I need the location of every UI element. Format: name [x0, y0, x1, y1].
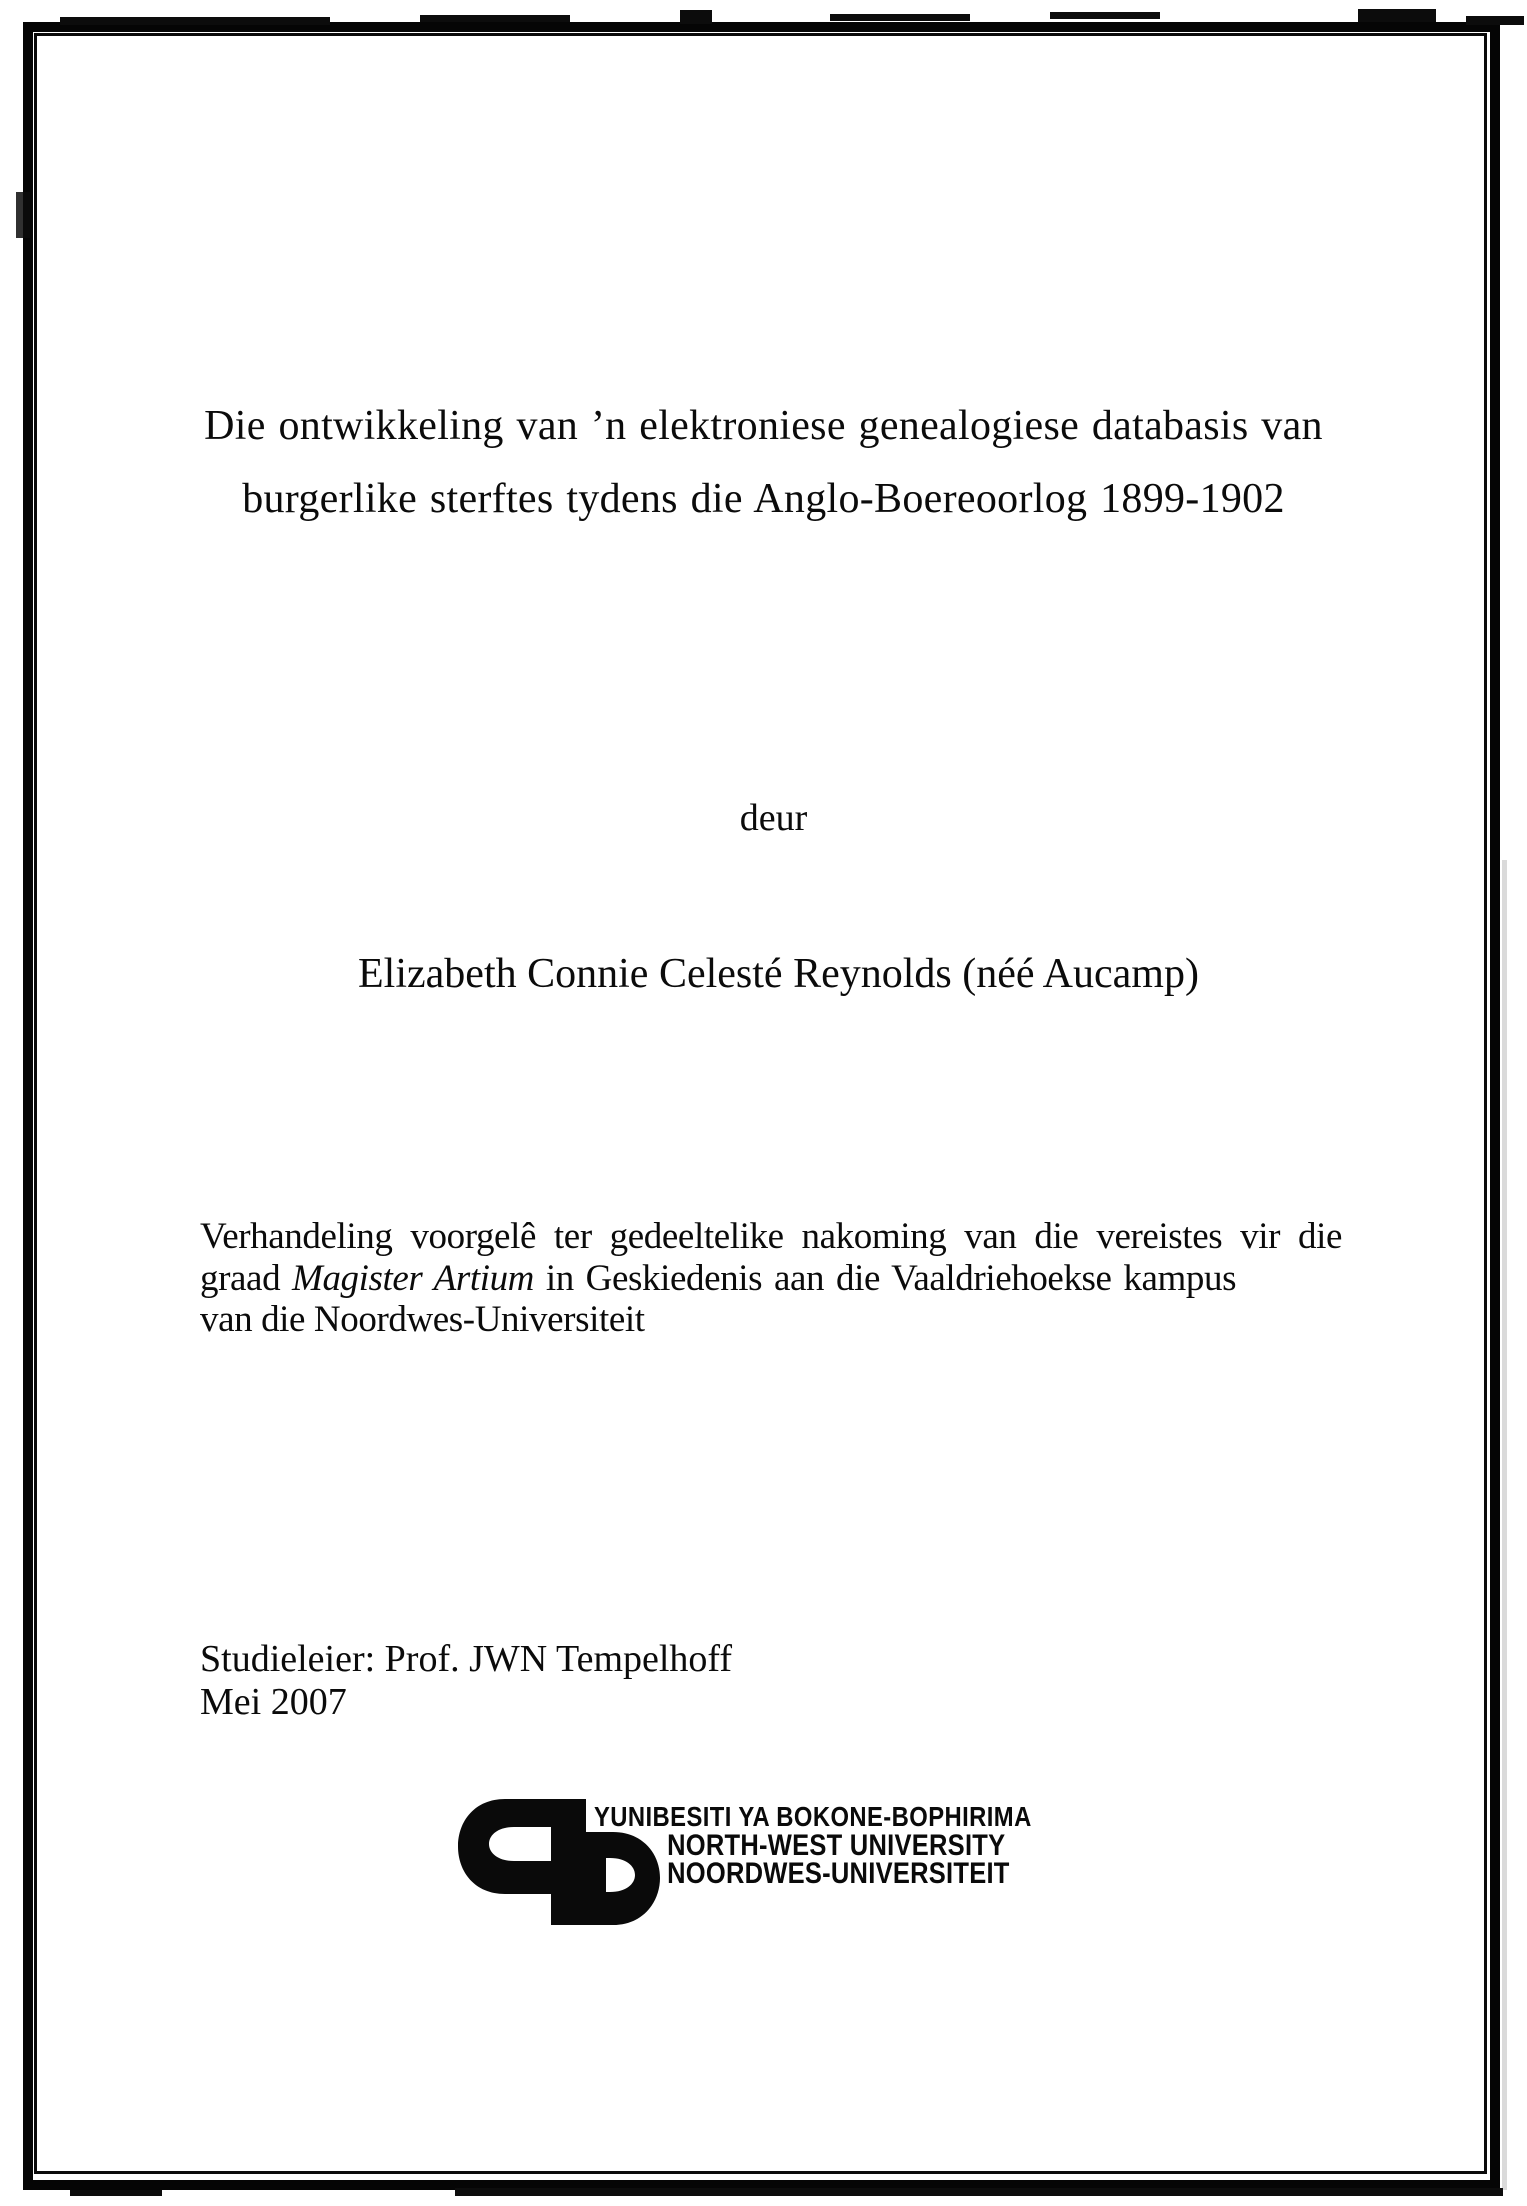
- scan-artifact: [16, 192, 30, 238]
- logo-line-english: NORTH-WEST UNIVERSITY: [667, 1829, 1006, 1862]
- supervisor-block: [200, 1638, 732, 1724]
- scan-artifact: [680, 10, 712, 24]
- degree-name-italic: Magister Artium: [292, 1257, 534, 1299]
- scan-artifact: [830, 14, 970, 21]
- degree-statement: [200, 1216, 1342, 1341]
- logo-line-afrikaans: NOORDWES-UNIVERSITEIT: [667, 1857, 1010, 1890]
- degree-statement-line-2-suffix: in Geskiedenis aan die Vaaldriehoekse kampus: [534, 1257, 1237, 1299]
- thesis-title-line-1: Die ontwikkeling van ’n elektroniese genealogiese databasis van: [204, 403, 1323, 449]
- scan-artifact: [455, 2188, 1503, 2196]
- supervisor-line: Studieleier: Prof. JWN Tempelhoff: [200, 1638, 733, 1680]
- byline-label: deur: [739, 797, 808, 839]
- scan-artifact: [1466, 16, 1524, 25]
- scan-artifact: [1502, 860, 1507, 2190]
- scan-artifact: [60, 17, 330, 25]
- scan-artifact: [1358, 9, 1436, 22]
- logo-line-setswana: YUNIBESITI YA BOKONE-BOPHIRIMA: [594, 1801, 1032, 1832]
- degree-statement-line-2: [200, 1258, 1342, 1300]
- scan-artifact: [70, 2190, 162, 2196]
- scan-artifact: [420, 15, 570, 22]
- date-line: Mei 2007: [200, 1681, 347, 1723]
- degree-statement-line-3: van die Noordwes-Universiteit: [200, 1299, 645, 1340]
- degree-statement-line-1: Verhandeling voorgelê ter gedeeltelike nakoming van die vereistes vir die: [200, 1216, 1342, 1257]
- scan-artifact: [1050, 12, 1160, 19]
- thesis-title: [80, 390, 1447, 536]
- nwu-logo-wordmark: [594, 1801, 1032, 1888]
- thesis-title-line-2: burgerlike sterftes tydens die Anglo-Boereoorlog 1899-1902: [242, 476, 1285, 522]
- degree-statement-line-2-prefix: graad: [200, 1257, 293, 1299]
- author-name: Elizabeth Connie Celesté Reynolds (néé Aucamp): [358, 951, 1199, 997]
